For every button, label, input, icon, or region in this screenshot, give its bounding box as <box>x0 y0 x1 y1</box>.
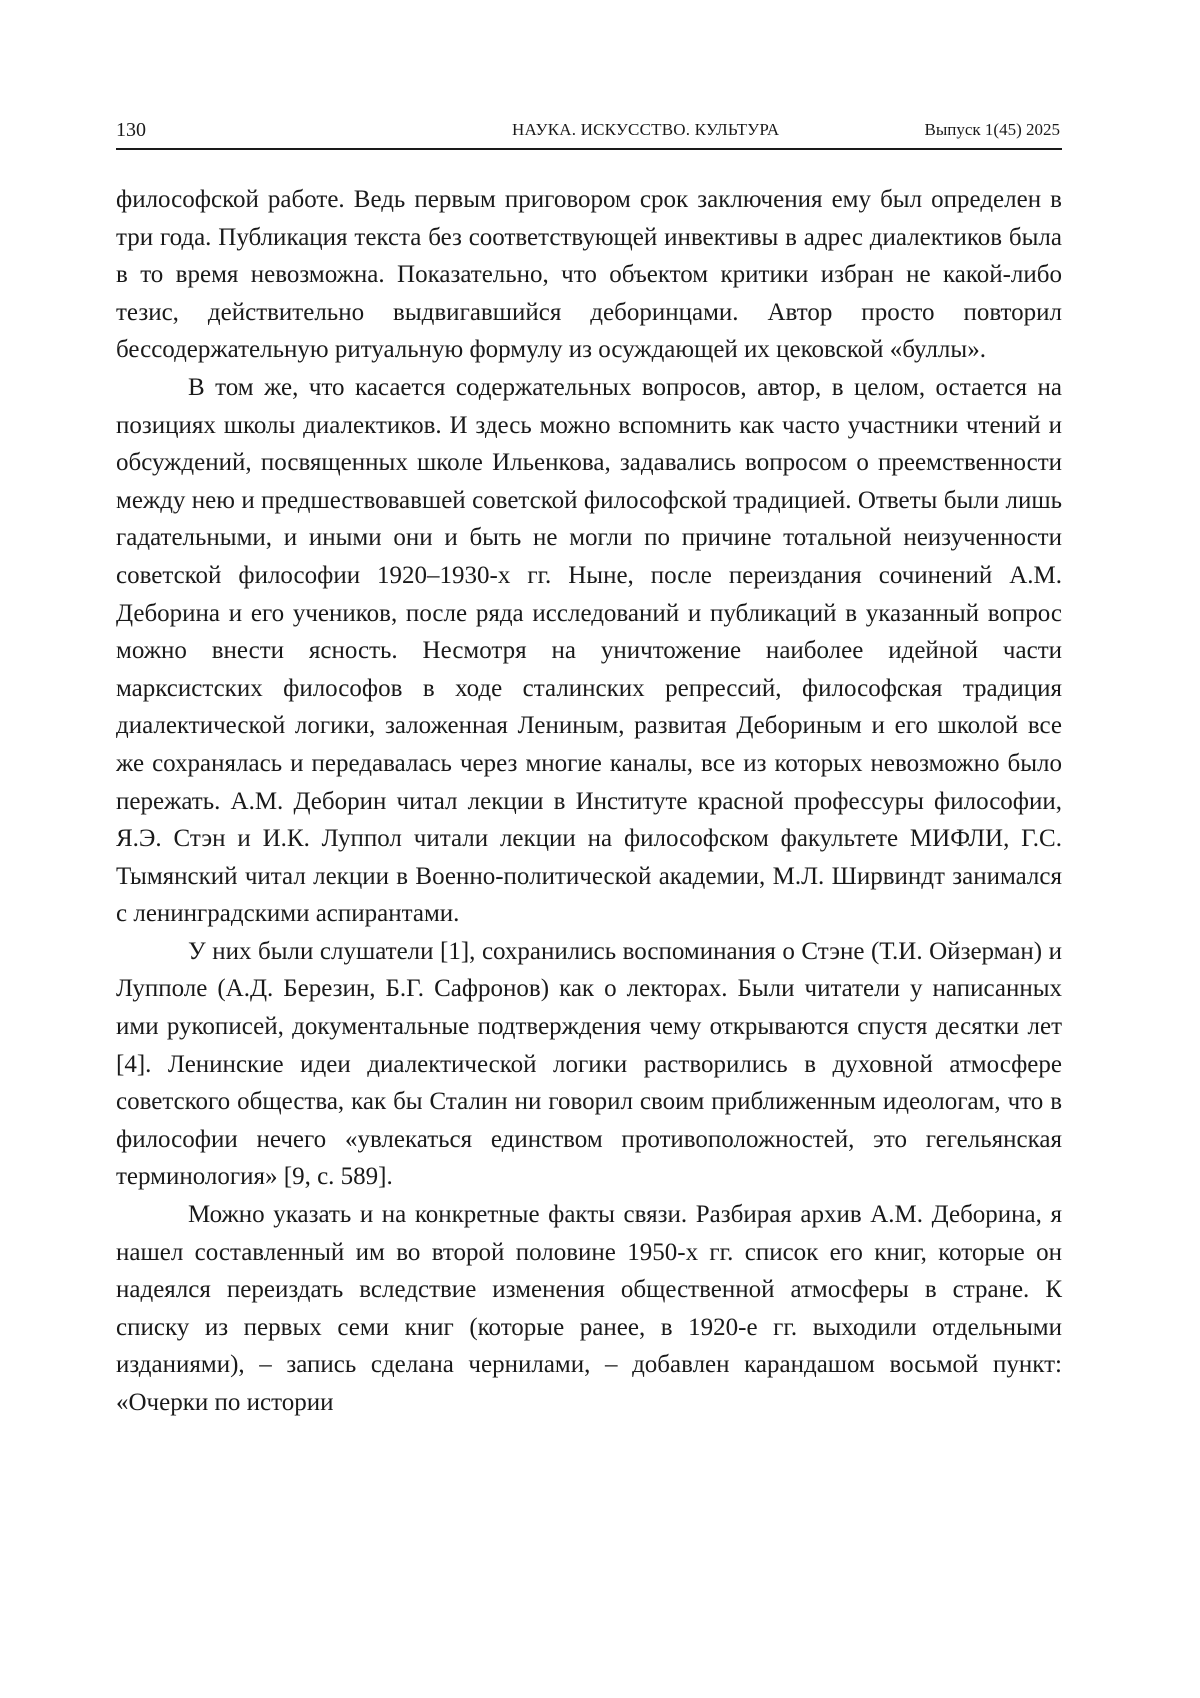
paragraph-3: У них были слушатели [1], сохранились воспоминания о Стэне (Т.И. Ойзерман) и Лупполе (А.Д. Березин, Б.Г. Сафронов) как о лекторах. Были читатели у написанных ими рукописей, документальные подтверждения чему открываются спустя десятки лет [4]. Ленинские идеи диалектической логики растворились в духовной атмосфере советского общества, как бы Сталин ни говорил своим приближенным идеологам, что в философии нечего «увлекаться единством противоположностей, это гегельянская терминология» [9, с. 589]. <box>116 937 1062 1191</box>
paragraph-1: философской работе. Ведь первым приговором срок заключения ему был определен в три года. Публикация текста без соответствующей инвективы в адрес диалектиков была в то время невозможна. Показательно, что объектом критики избран не какой-либо тезис, действительно выдвигавшийся деборинцами. Автор просто повторил бессодержательную ритуальную формулу из осуждающей их цековской «буллы». <box>116 186 1062 364</box>
paragraph-4: Можно указать и на конкретные факты связи. Разбирая архив А.М. Деборина, я нашел составленный им во второй половине 1950-х гг. список его книг, которые он надеялся переиздать вследствие изменения общественной атмосферы в стране. К списку из первых семи книг (которые ранее, в 1920-е гг. выходили отдельными изданиями), – запись сделана чернилами, – добавлен карандашом восьмой пункт: «Очерки по истории <box>116 1201 1062 1416</box>
article-body <box>116 181 1062 1422</box>
paragraph-2: В том же, что касается содержательных вопросов, автор, в целом, остается на позициях школы диалектиков. И здесь можно вспомнить как часто участники чтений и обсуждений, посвященных школе Ильенкова, задавались вопросом о преемственности между нею и предшествовавшей советской философской традицией. Ответы были лишь гадательными, и иными они и быть не могли по причине тотальной неизученности советской философии 1920–1930-х гг. Ныне, после переиздания сочинений А.М. Деборина и его учеников, после ряда исследований и публикаций в указанный вопрос можно внести ясность. Несмотря на уничтожение наиболее идейной части марксистских философов в ходе сталинских репрессий, философская традиция диалектической логики, заложенная Лениным, развитая Дебориным и его школой все же сохранялась и передавалась через многие каналы, все из которых невозможно было пережать. А.М. Деборин читал лекции в Институте красной профессуры философии, Я.Э. Стэн и И.К. Луппол читали лекции на философском факультете МИФЛИ, Г.С. Тымянский читал лекции в Военно-политической академии, М.Л. Ширвиндт занимался с ленинградскими аспирантами. <box>116 373 1062 928</box>
issue-label: Выпуск 1(45) 2025 <box>924 120 1060 139</box>
journal-title: НАУКА. ИСКУССТВО. КУЛЬТУРА <box>512 120 780 139</box>
page-number: 130 <box>116 119 146 141</box>
running-header <box>116 118 1062 150</box>
